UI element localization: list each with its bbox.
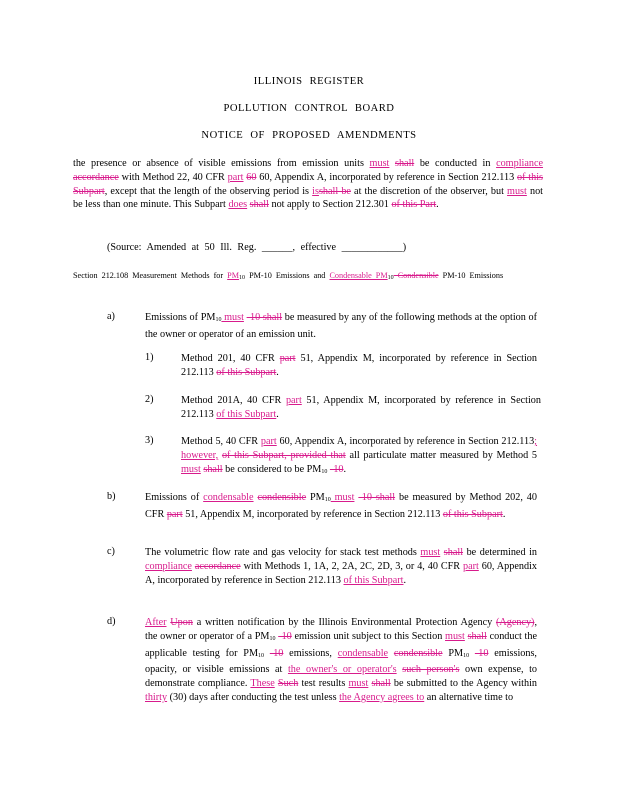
item-label-b: b) <box>107 491 116 502</box>
register-title: ILLINOIS REGISTER <box>253 76 365 87</box>
item-c-text: The volumetric flow rate and gas velocity for stack test methods must shall be determined in compliance accordance with Methods 1, 1A, 2, 2A, 2C, 2D, 3, or 4, 40 CFR part 60, Appendix A, incorporated by reference in Section 212.113 of this Subpart. <box>145 547 538 586</box>
intro-paragraph: the presence or absence of visible emissions from emission units must shall be conducted in compliance accordance with Method 22, 40 CFR part 60 60, Appendix A, incorporated by reference in Section 212.113 of this Subpart, except that the length of the observing period is isshall be at the discretion of the observer, but must not be less than one minute. This Subpart does shall not apply to Section 212.301 of this Part. <box>73 158 544 211</box>
section-heading: Section 212.108 Measurement Methods for PM10 PM-10 Emissions and Condensable PM10 Condensible PM-10 Emissions <box>73 271 504 281</box>
item-a1-text: Method 201, 40 CFR part 51, Appendix M, incorporated by reference in Section 212.113 of this Subpart. <box>181 353 537 378</box>
item-label-a: a) <box>107 311 115 322</box>
notice-title: NOTICE OF PROPOSED AMENDMENTS <box>201 130 417 141</box>
item-a2-text: Method 201A, 40 CFR part 51, Appendix M, incorporated by reference in Section 212.113 of this Subpart. <box>181 395 541 420</box>
item-label-c: c) <box>107 546 115 557</box>
item-label-d: d) <box>107 616 116 627</box>
item-a3-text: Method 5, 40 CFR part 60, Appendix A, incorporated by reference in Section 212.113; however, of this Subpart, provided that all particulate matter measured by Method 5 must shall be considered to be PM10 -10. <box>181 436 538 475</box>
source-note: (Source: Amended at 50 Ill. Reg. ______, effective ____________) <box>107 242 407 253</box>
item-b-text: Emissions of condensable condensible PM10 must -10 shall be measured by Method 202, 40 CFR part 51, Appendix M, incorporated by reference in Section 212.113 of this Subpart. <box>145 492 537 520</box>
item-d-text: After Upon a written notification by the Illinois Environmental Protection Agency (Agency), the owner or operator of a PM10 -10 emission unit subject to this Section must shall conduct the applicable testing for PM10 -10 emissions, condensable condensible PM10 -10 emissions, opacity, or visible emissions at the owner's or operator's such person's own expense, to demonstrate compliance. These Such test results must shall be submitted to the Agency within thirty (30) days after conducting the test unless the Agency agrees to an alternative time to <box>145 617 538 703</box>
item-label-a3: 3) <box>145 435 154 446</box>
item-label-a2: 2) <box>145 394 154 405</box>
item-a-text: Emissions of PM10 must -10 shall be measured by any of the following methods at the option of the owner or operator of an emission unit. <box>145 312 538 340</box>
board-title: POLLUTION CONTROL BOARD <box>223 103 395 114</box>
item-label-a1: 1) <box>145 352 154 363</box>
